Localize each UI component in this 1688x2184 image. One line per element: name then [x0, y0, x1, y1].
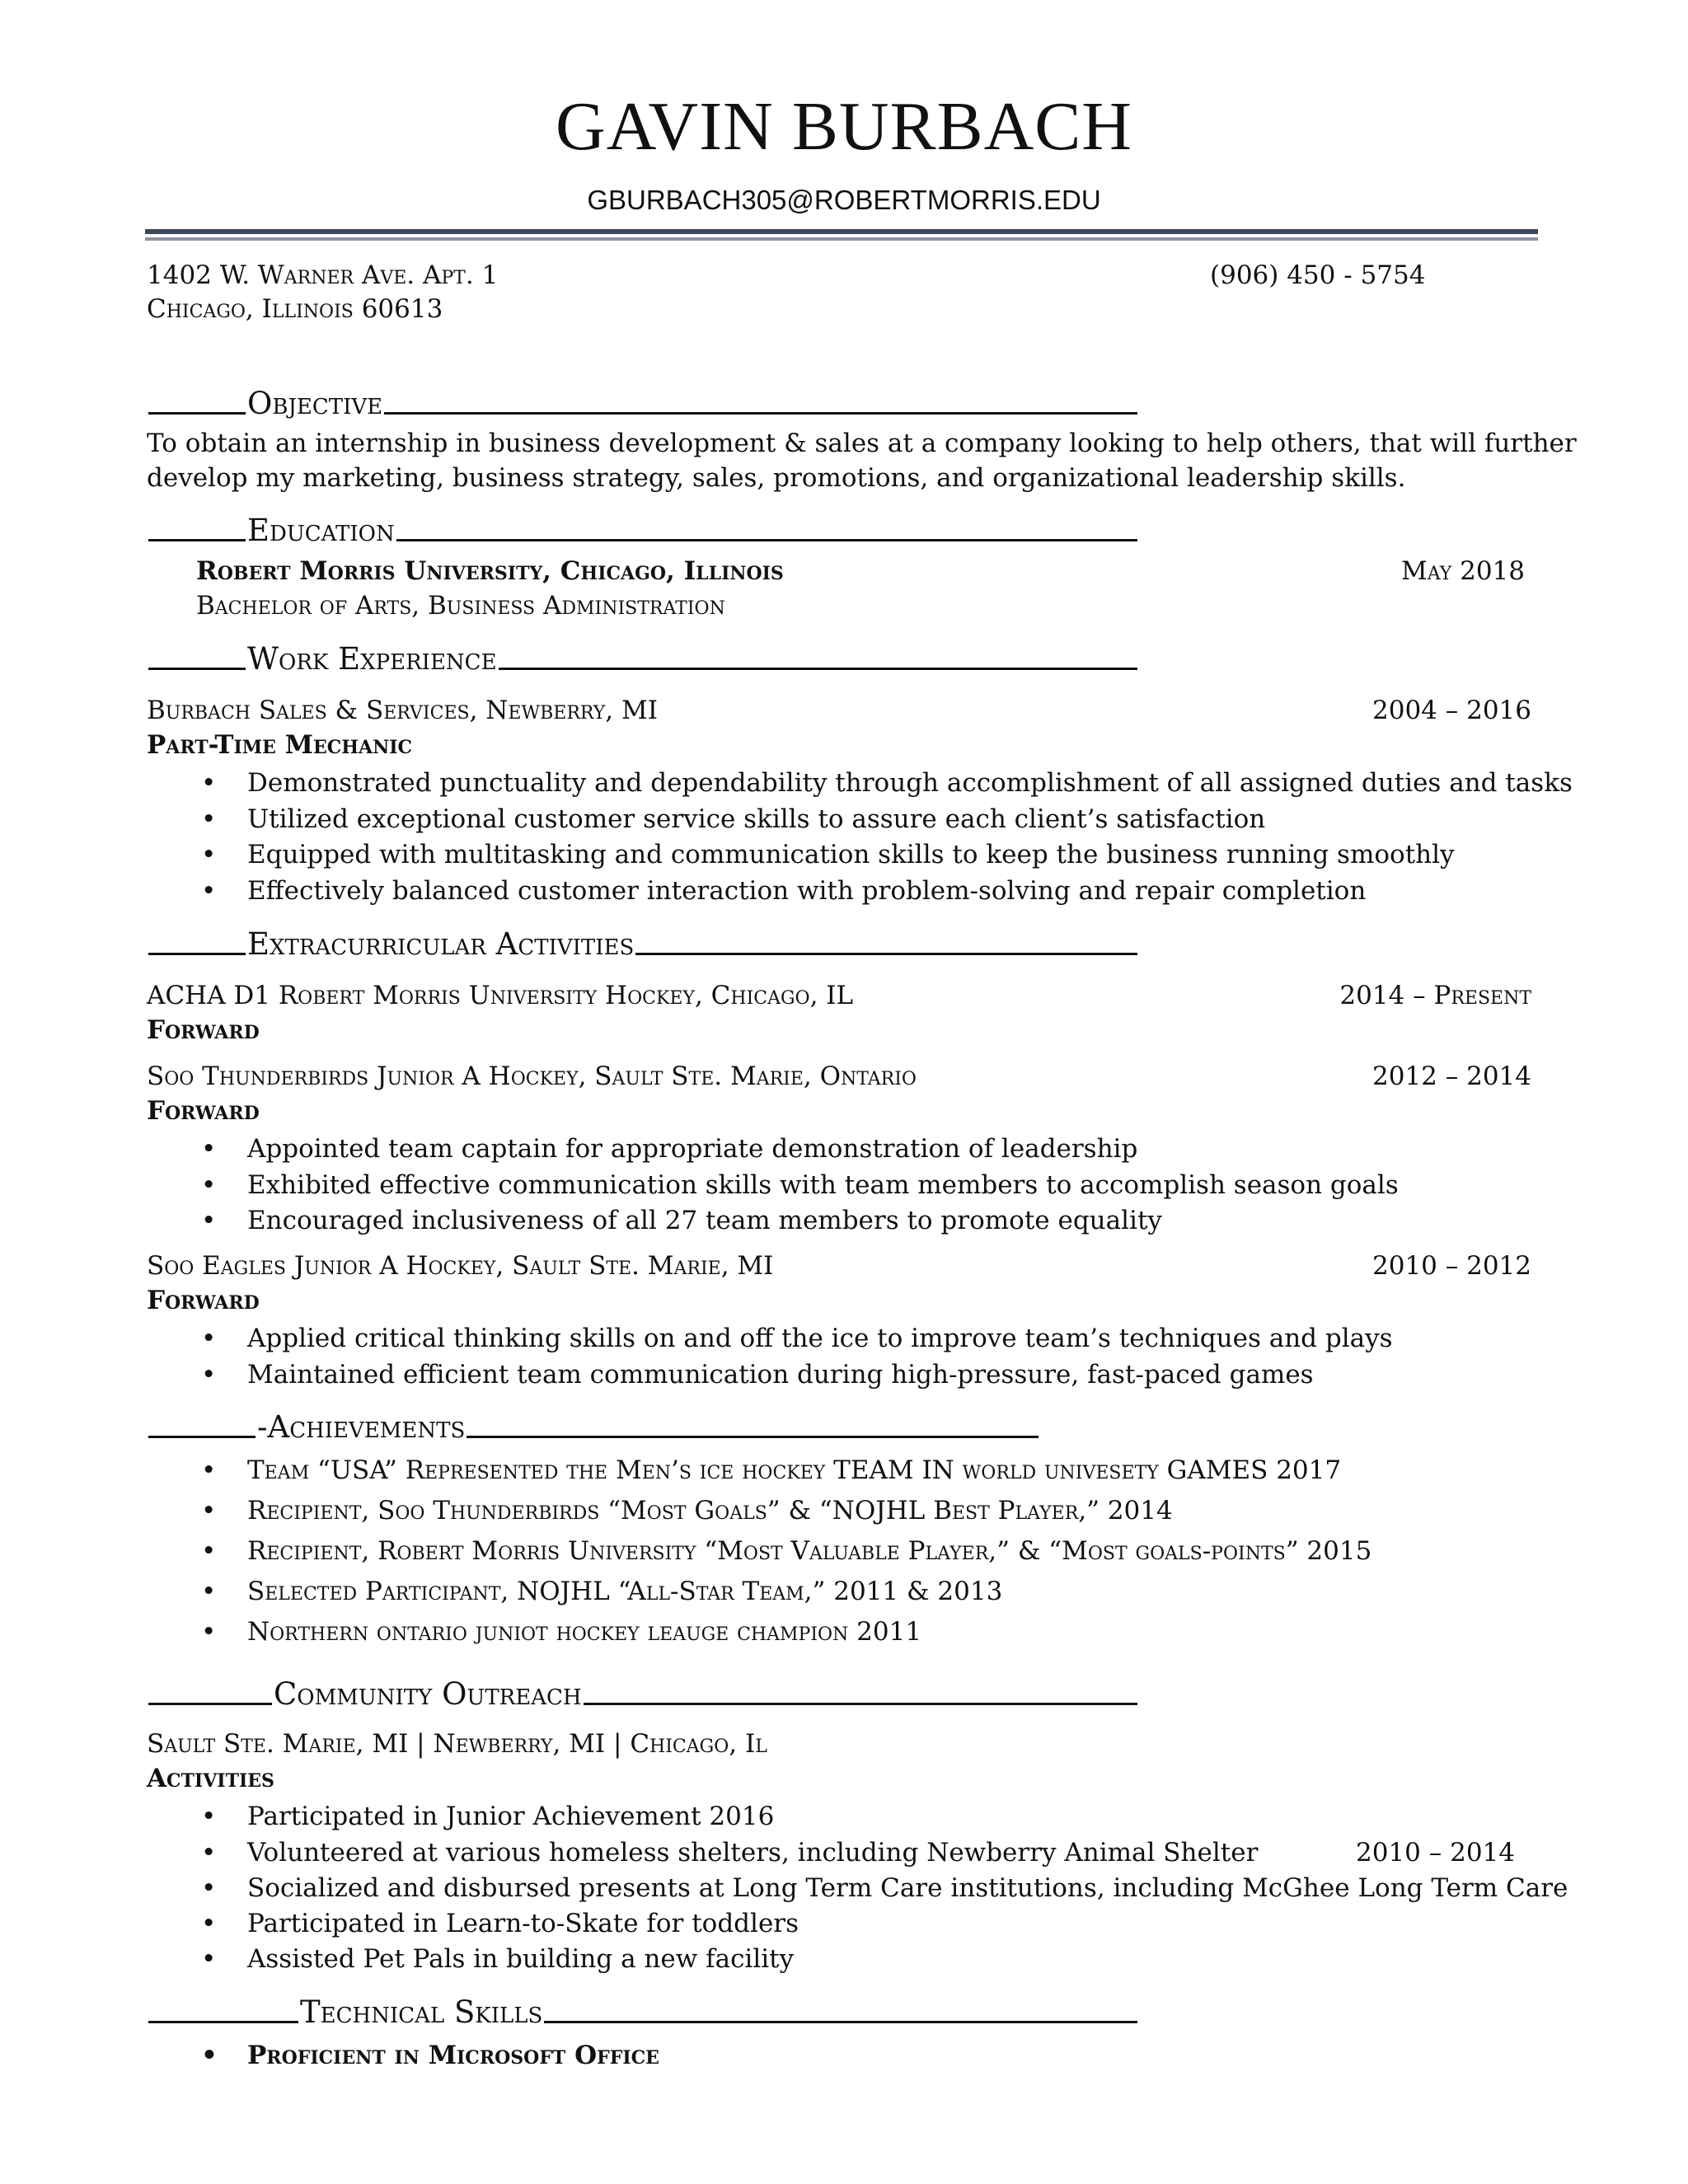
section-title: Community Outreach: [274, 1676, 582, 1712]
activity-bullet: • Exhibited effective communication skills with team members to accomplish season goals: [247, 1169, 1399, 1203]
activity-bullet: • Applied critical thinking skills on and off the ice to improve team’s techniques and plays: [247, 1322, 1393, 1357]
section-title: Objective: [247, 386, 383, 421]
section-title: -Achievements: [257, 1409, 466, 1445]
community-bullet: • Participated in Learn-to-Skate for toddlers: [247, 1907, 799, 1942]
activity-org: ACHA D1 Robert Morris University Hockey, Chicago, IL: [147, 981, 854, 1010]
section-community-header: [148, 1676, 1137, 1713]
section-title: Education: [247, 513, 395, 548]
school-name: Robert Morris University, Chicago, Illinois: [196, 556, 784, 586]
achievement-item: • Recipient, Soo Thunderbirds “Most Goals” & “NOJHL Best Player,” 2014: [247, 1494, 1173, 1529]
achievement-item: • Selected Participant, NOJHL “All-Star Team,” 2011 & 2013: [247, 1575, 1002, 1610]
section-education-header: [148, 513, 1137, 549]
section-achievements-header: [148, 1409, 1039, 1446]
activity-bullet: • Encouraged inclusiveness of all 27 team members to promote equality: [247, 1204, 1162, 1239]
achievement-item: • Northern ontario juniot hockey leauge champion 2011: [247, 1615, 921, 1650]
community-bullet: • Volunteered at various homeless shelters, including Newberry Animal Shelter: [247, 1836, 1258, 1871]
activity-bullet: • Maintained efficient team communication during high-pressure, fast-paced games: [247, 1358, 1314, 1393]
activity-role: Forward: [147, 1015, 260, 1045]
section-extracurricular-header: [148, 926, 1137, 963]
objective-line-2: develop my marketing, business strategy, sales, promotions, and organizational leadership skills.: [147, 463, 1406, 493]
employer: Burbach Sales & Services, Newberry, MI: [147, 696, 659, 725]
community-bullet: • Assisted Pet Pals in building a new facility: [247, 1943, 794, 1977]
activity-bullet: • Appointed team captain for appropriate demonstration of leadership: [247, 1132, 1137, 1167]
section-title: Technical Skills: [300, 1994, 543, 2030]
community-subheading: Activities: [147, 1764, 274, 1793]
activity-date: 2014 – Present: [1339, 981, 1531, 1010]
activity-role: Forward: [147, 1096, 260, 1126]
employment-date: 2004 – 2016: [1372, 696, 1531, 725]
community-locations: Sault Ste. Marie, MI | Newberry, MI | Chicago, Il: [147, 1729, 767, 1759]
activity-date: 2012 – 2014: [1372, 1062, 1531, 1091]
section-technical-header: [148, 1994, 1137, 2031]
phone-number: (906) 450 - 5754: [1210, 260, 1426, 290]
candidate-name: GAVIN BURBACH: [556, 88, 1132, 165]
header-rule-light: [145, 237, 1538, 241]
activity-org: Soo Eagles Junior A Hockey, Sault Ste. Marie, MI: [147, 1251, 774, 1281]
achievement-item: • Team “USA” Represented the Men’s ice hockey TEAM IN world univesety GAMES 2017: [247, 1454, 1341, 1488]
degree: Bachelor of Arts, Business Administration: [196, 591, 725, 621]
address-line-2: Chicago, Illinois 60613: [147, 294, 443, 324]
address-line-1: 1402 W. Warner Ave. Apt. 1: [147, 260, 499, 290]
achievement-item: • Recipient, Robert Morris University “Most Valuable Player,” & “Most goals-points” 2015: [247, 1535, 1372, 1569]
work-bullet: • Utilized exceptional customer service skills to assure each client’s satisfaction: [247, 803, 1265, 837]
objective-line-1: To obtain an internship in business development & sales at a company looking to help others, that will further: [147, 429, 1577, 458]
section-title: Work Experience: [247, 641, 497, 677]
header-rule-dark: [145, 229, 1538, 234]
section-work-header: [148, 641, 1137, 677]
graduation-date: May 2018: [1400, 556, 1525, 586]
activity-org: Soo Thunderbirds Junior A Hockey, Sault Ste. Marie, Ontario: [147, 1062, 917, 1091]
work-bullet: • Effectively balanced customer interaction with problem-solving and repair completion: [247, 874, 1366, 909]
section-objective-header: [148, 386, 1137, 422]
work-bullet: • Demonstrated punctuality and dependability through accomplishment of all assigned duties and tasks: [247, 766, 1573, 801]
skill-item: • Proficient in Microsoft Office: [247, 2039, 659, 2074]
job-title: Part-Time Mechanic: [147, 730, 413, 760]
section-title: Extracurricular Activities: [247, 926, 635, 962]
email-address: GBURBACH305@ROBERTMORRIS.EDU: [587, 185, 1101, 215]
work-bullet: • Equipped with multitasking and communication skills to keep the business running smoothly: [247, 838, 1455, 873]
activity-date: 2010 – 2012: [1372, 1251, 1531, 1281]
volunteer-date: 2010 – 2014: [1356, 1838, 1515, 1868]
community-bullet: • Socialized and disbursed presents at Long Term Care institutions, including McGhee Long Term Care: [247, 1872, 1568, 1906]
community-bullet: • Participated in Junior Achievement 2016: [247, 1800, 774, 1835]
activity-role: Forward: [147, 1286, 260, 1315]
